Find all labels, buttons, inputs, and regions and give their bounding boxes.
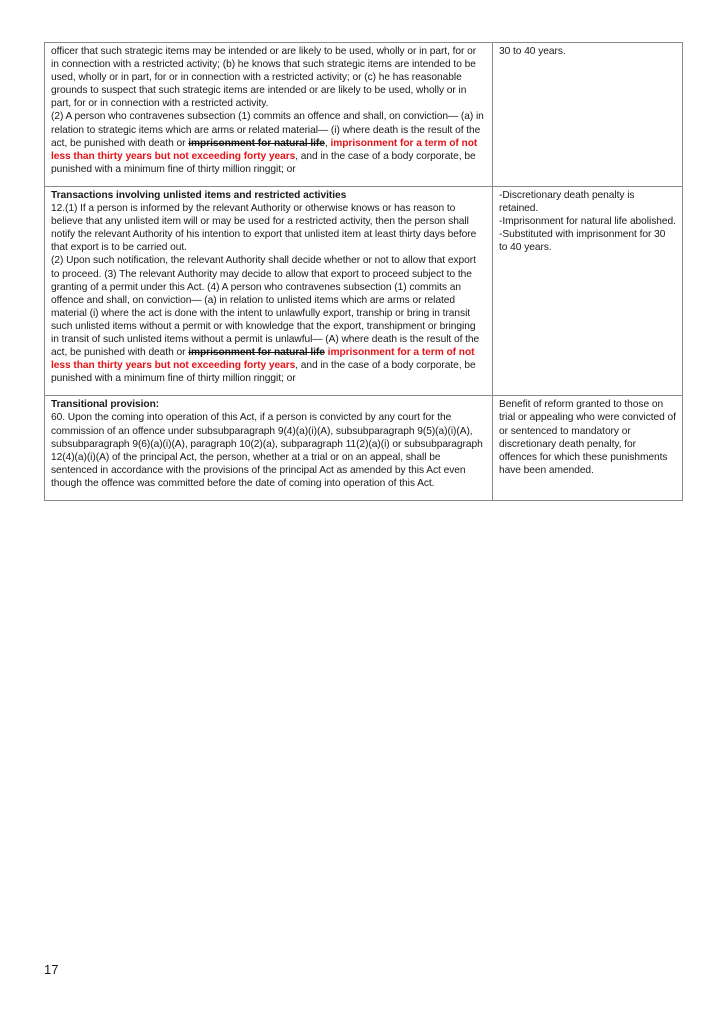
note-text: -Discretionary death penalty is retained. xyxy=(499,189,635,215)
provision-cell: officer that such strategic items may be intended or are likely to be used, wholly or in part, for or in connection with a restricted activity; (b) he knows that such strategic items are intended to be used, wholly or in part, for or in connection with a restricted activity; or (c) he has reasonable grounds to suspect that such strategic items are intended or are likely to be used, wholly or in part, for or in connection with a restricted activity. (2) A person who contravenes subsection (1) commits an offence and shall, on conviction— (a) in relation to strategic items which are arms or related material— (i) where death is the result of the act, be punished with death or imprisonment for natural life, imprisonment for a term of not less than thirty years but not exceeding forty years, and in the case of a body corporate, be punished with a minimum fine of thirty million ringgit; or xyxy=(45,43,493,187)
table-row xyxy=(45,186,683,395)
provision-text: 12.(1) If a person is informed by the relevant Authority or otherwise knows or has reason to believe that any unlisted item will or may be used for a restricted activity, then the person shall notify the relevant Authority of his intention to export that unlisted item at least thirty days before that export is to be carried out. xyxy=(51,203,477,254)
table-row xyxy=(45,43,683,187)
provision-text: 60. Upon the coming into operation of this Act, if a person is convicted by any court for the commission of an offence under subsubparagraph 9(4)(a)(i)(A), subsubparagraph 9(5)(a)(i)(A), subsubparagraph 9(6)(a)(i)(A), paragraph 10(2)(a), subparagraph 11(2)(a)(i) or subsubparagraph 12(4)(a)(i)(A) of the principal Act, the person, whether at a trial or on an appeal, shall be sentenced in accordance with the provisions of the principal Act as amended by this Act even though the offence was committed before the date of coming into operation of this Act. xyxy=(51,412,483,489)
inserted-text: imprisonment for a term of not less than thirty years but not exceeding forty years xyxy=(51,347,475,372)
provision-text: (2) A person who contravenes subsection (1) commits an offence and shall, on conviction— (a) in relation to strategic items which are arms or related material— (i) where death is the result of the act, be punished with death or xyxy=(51,111,484,149)
note-cell xyxy=(493,43,683,187)
amendment-table xyxy=(44,42,683,501)
note-cell xyxy=(493,396,683,501)
provision-text: , and in the case of a body corporate, be punished with a minimum fine of thirty million ringgit; or xyxy=(51,360,476,385)
provision-text: , and in the case of a body corporate, be punished with a minimum fine of thirty million ringgit; or xyxy=(51,150,476,175)
note-text: -Substituted with imprisonment for 30 to 40 years. xyxy=(499,229,666,254)
provision-text: (2) Upon such notification, the relevant Authority shall decide whether or not to allow that export to proceed. (3) The relevant Authority may decide to allow that export to proceed subject to the granting of a permit under this Act. (4) A person who contravenes subsection (1) commits an offence and shall, on conviction— (a) in relation to unlisted items which are arms or related material (i) where the act is done with the intent to unlawfully export, tranship or bring in transit such unlisted items without a permit or with knowledge that the export, transhipment or bringing in transit of such unlisted items without a permit is unlawful— (A) where death is the result of the act, be punished with death or xyxy=(51,255,480,359)
provision-cell xyxy=(45,186,493,395)
deleted-text: imprisonment for natural life xyxy=(188,137,325,149)
note-cell xyxy=(493,186,683,395)
note-text: Benefit of reform granted to those on trial or appealing who were convicted of or sentenced to mandatory or discretionary death penalty, for offences for which these punishments have been amended. xyxy=(499,399,676,476)
section-heading: Transactions involving unlisted items and restricted activities xyxy=(51,189,347,201)
page-number: 17 xyxy=(44,962,59,977)
note-text: 30 to 40 years. xyxy=(499,46,566,57)
note-text: -Imprisonment for natural life abolished. xyxy=(499,216,676,228)
provision-text: officer that such strategic items may be intended or are likely to be used, wholly or in part, for or in connection with a restricted activity; (b) he knows that such strategic items are intended to be used, wholly or in part, for or in connection with a restricted activity; or (c) he has reasonable grounds to suspect that such strategic items are intended or are likely to be used, wholly or in part, for or in connection with a restricted activity. xyxy=(51,46,477,110)
deleted-text: imprisonment for natural life xyxy=(188,347,325,359)
inserted-text: imprisonment for a term of not less than thirty years but not exceeding forty years xyxy=(51,137,478,162)
table-row xyxy=(45,396,683,501)
section-heading: Transitional provision: xyxy=(51,399,160,411)
provision-cell xyxy=(45,396,493,501)
